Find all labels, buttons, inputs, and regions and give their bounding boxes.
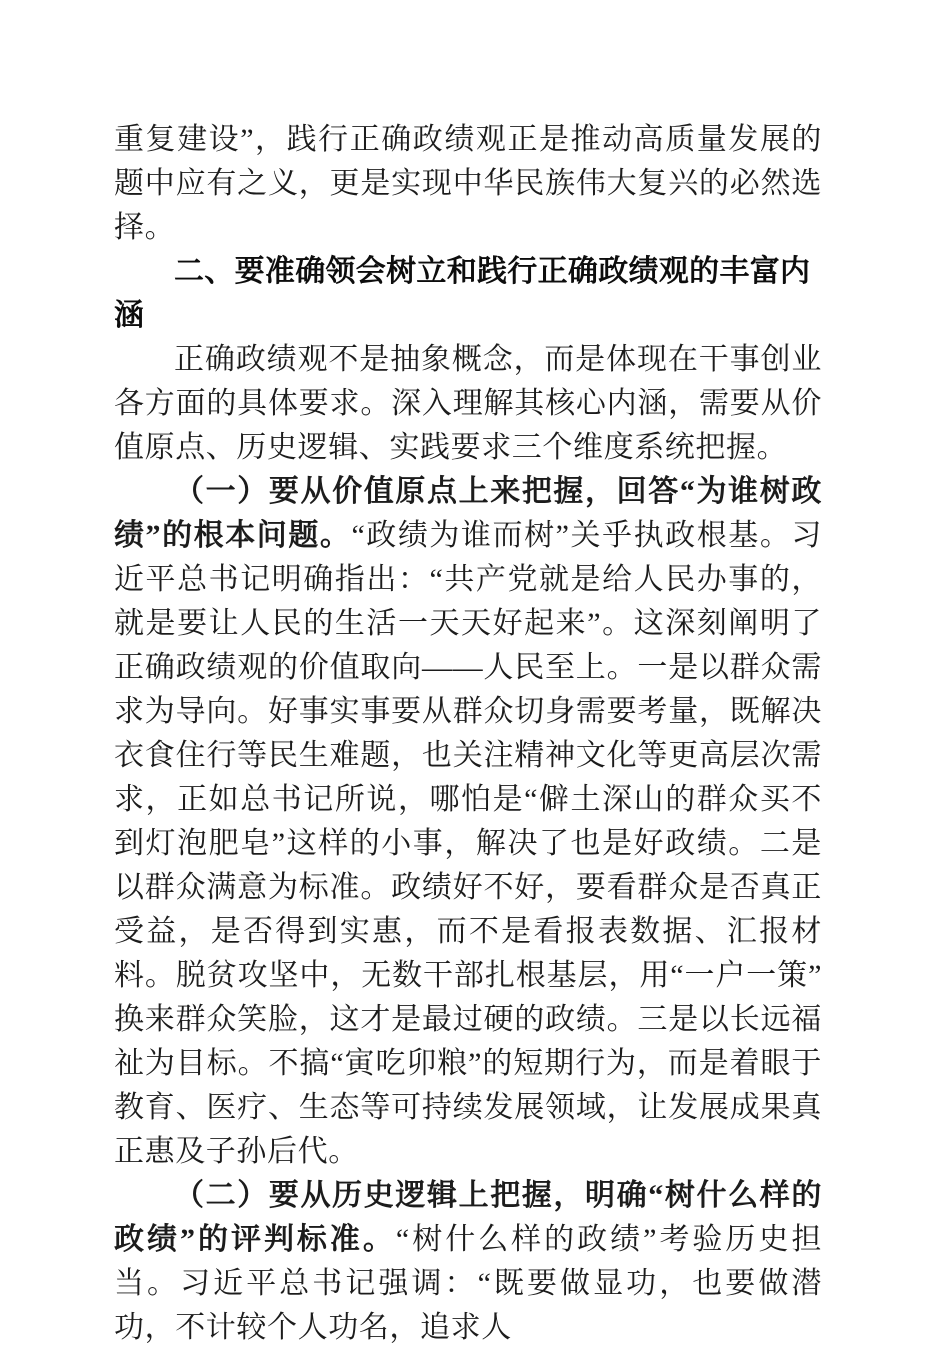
section-heading-two: 二、要准确领会树立和践行正确政绩观的丰富内涵: [114, 255, 811, 332]
subsection-one-lead: （一）要从价值原点上来把握，回答“为谁树政绩”的根本问题。: [114, 475, 822, 552]
subsection-two-lead: （二）要从历史逻辑上把握，明确“树什么样的政绩”的评判标准。: [114, 1179, 822, 1256]
paragraph-intro: 正确政绩观不是抽象概念，而是体现在干事创业各方面的具体要求。深入理解其核心内涵，需要从价值原点、历史逻辑、实践要求三个维度系统把握。: [114, 343, 822, 464]
text-column: [114, 118, 822, 1350]
paragraph-subsection-two: [114, 1174, 822, 1350]
subsection-two-text: “树什么样的政绩”考验历史担当。习近平总书记强调：“既要做显功，也要做潜功，不计较个人功名，追求人: [114, 1223, 822, 1344]
paragraph-subsection-one: [114, 470, 822, 1174]
subsection-one-text: “政绩为谁而树”关乎执政根基。习近平总书记明确指出：“共产党就是给人民办事的，就是要让人民的生活一天天好起来”。这深刻阐明了正确政绩观的价值取向——人民至上。一是以群众需求为导向。好事实事要从群众切身需要考量，既解决衣食住行等民生难题，也关注精神文化等更高层次需求，正如总书记所说，哪怕是“僻土深山的群众买不到灯泡肥皂”这样的小事，解决了也是好政绩。二是以群众满意为标准。政绩好不好，要看群众是否真正受益，是否得到实惠，而不是看报表数据、汇报材料。脱贫攻坚中，无数干部扎根基层，用“一户一策”换来群众笑脸，这才是最过硬的政绩。三是以长远福祉为目标。不搞“寅吃卯粮”的短期行为，而是着眼于教育、医疗、生态等可持续发展领域，让发展成果真正惠及子孙后代。: [114, 519, 822, 1168]
paragraph-continued-top: 重复建设”，践行正确政绩观正是推动高质量发展的题中应有之义，更是实现中华民族伟大复兴的必然选择。: [114, 123, 822, 244]
